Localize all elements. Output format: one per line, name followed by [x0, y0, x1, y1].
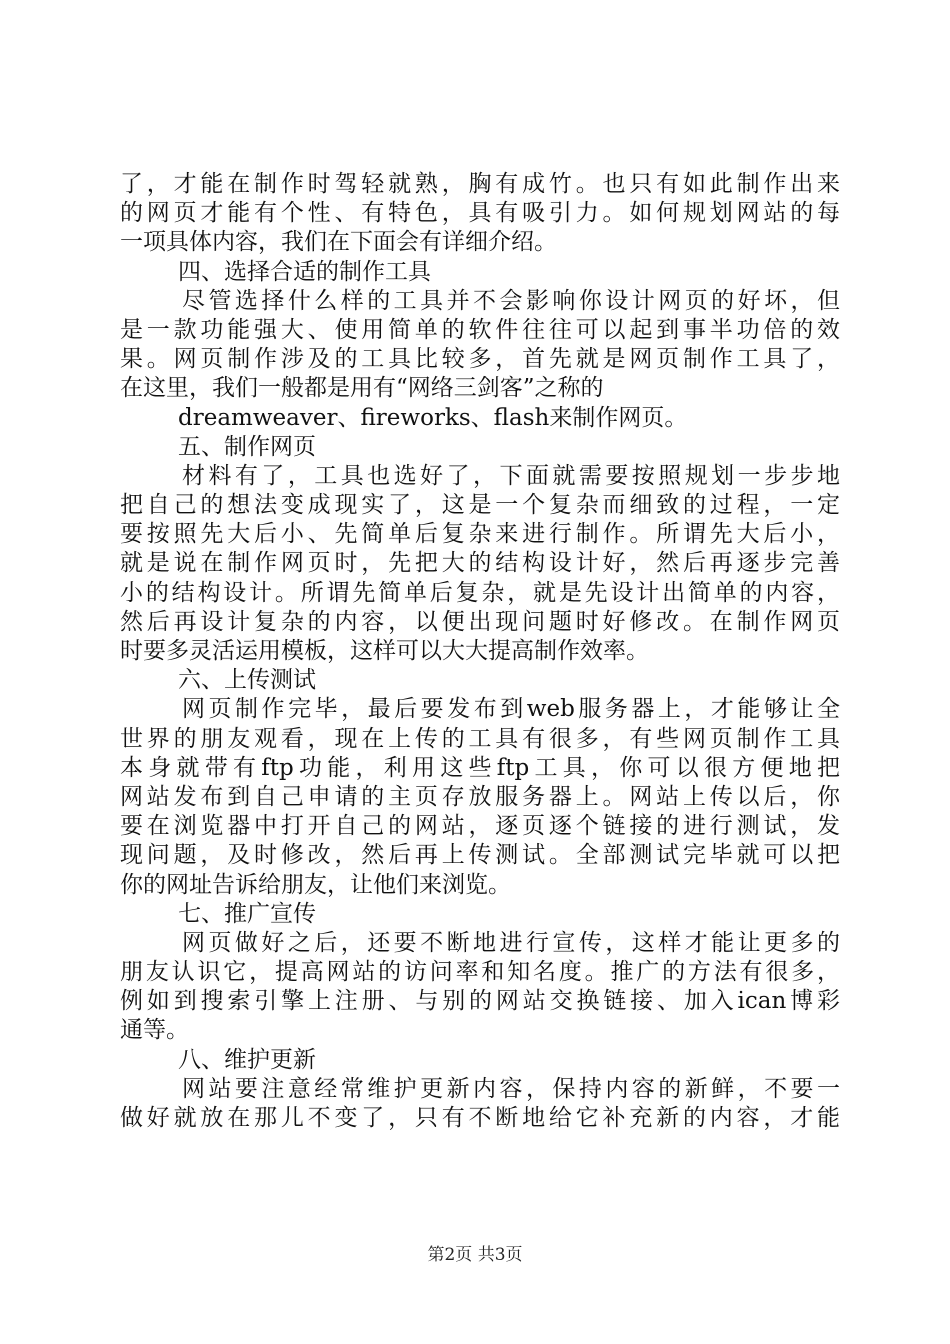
- text-line: 本身就带有ftp功能，利用这些ftp工具，你可以很方便地把: [120, 754, 840, 781]
- text-line: 你的网址告诉给朋友，让他们来浏览。: [120, 871, 511, 898]
- text-line: 材料有了，工具也选好了，下面就需要按照规划一步步地: [182, 462, 840, 489]
- text-line: 要按照先大后小、先简单后复杂来进行制作。所谓先大后小，: [120, 521, 840, 548]
- text-line: 然后再设计复杂的内容，以便出现问题时好修改。在制作网页: [120, 608, 840, 635]
- text-line: 把自己的想法变成现实了，这是一个复杂而细致的过程，一定: [120, 492, 840, 519]
- text-line: 通等。: [120, 1017, 189, 1044]
- text-line: 网站要注意经常维护更新内容，保持内容的新鲜，不要一: [182, 1075, 840, 1102]
- text-line: 时要多灵活运用模板，这样可以大大提高制作效率。: [120, 638, 649, 664]
- text-line: 一项具体内容，我们在下面会有详细介绍。: [120, 229, 557, 256]
- text-line: 例如到搜索引擎上注册、与别的网站交换链接、加入ican博彩: [120, 988, 840, 1015]
- text-line: 现问题，及时修改，然后再上传测试。全部测试完毕就可以把: [120, 842, 840, 869]
- text-line: 就是说在制作网页时，先把大的结构设计好，然后再逐步完善: [120, 550, 840, 577]
- text-line: 做好就放在那儿不变了，只有不断地给它补充新的内容，才能: [120, 1105, 840, 1131]
- page-footer: 第2页 共3页: [427, 1245, 523, 1265]
- text-line: 了，才能在制作时驾轻就熟，胸有成竹。也只有如此制作出来: [120, 171, 840, 197]
- text-line: 网页做好之后，还要不断地进行宣传，这样才能让更多的: [182, 929, 840, 956]
- section-heading: 七、推广宣传: [178, 900, 316, 927]
- text-line: 要在浏览器中打开自己的网站，逐页逐个链接的进行测试，发: [120, 813, 840, 840]
- text-line: 的网页才能有个性、有特色，具有吸引力。如何规划网站的每: [120, 200, 840, 227]
- section-heading: 四、选择合适的制作工具: [178, 258, 431, 285]
- text-line: 小的结构设计。所谓先简单后复杂，就是先设计出简单的内容，: [120, 579, 840, 606]
- body-text: [120, 170, 840, 1133]
- section-heading: 五、制作网页: [178, 433, 316, 460]
- text-line: 朋友认识它，提高网站的访问率和知名度。推广的方法有很多，: [120, 959, 840, 986]
- section-heading: 六、上传测试: [178, 667, 316, 694]
- section-heading: 八、维护更新: [178, 1046, 316, 1073]
- text-line: 在这里，我们一般都是用有“网络三剑客”之称的: [120, 375, 604, 402]
- text-line: dreamweaver、fireworks、flash来制作网页。: [178, 404, 688, 431]
- text-line: 是一款功能强大、使用简单的软件往往可以起到事半功倍的效: [120, 316, 840, 343]
- text-line: 网站发布到自己申请的主页存放服务器上。网站上传以后，你: [120, 783, 840, 810]
- text-line: 世界的朋友观看，现在上传的工具有很多，有些网页制作工具: [120, 725, 840, 752]
- text-line: 果。网页制作涉及的工具比较多，首先就是网页制作工具了，: [120, 346, 840, 373]
- text-line: 尽管选择什么样的工具并不会影响你设计网页的好坏，但: [182, 287, 840, 314]
- text-line: 网页制作完毕，最后要发布到web服务器上，才能够让全: [182, 696, 840, 723]
